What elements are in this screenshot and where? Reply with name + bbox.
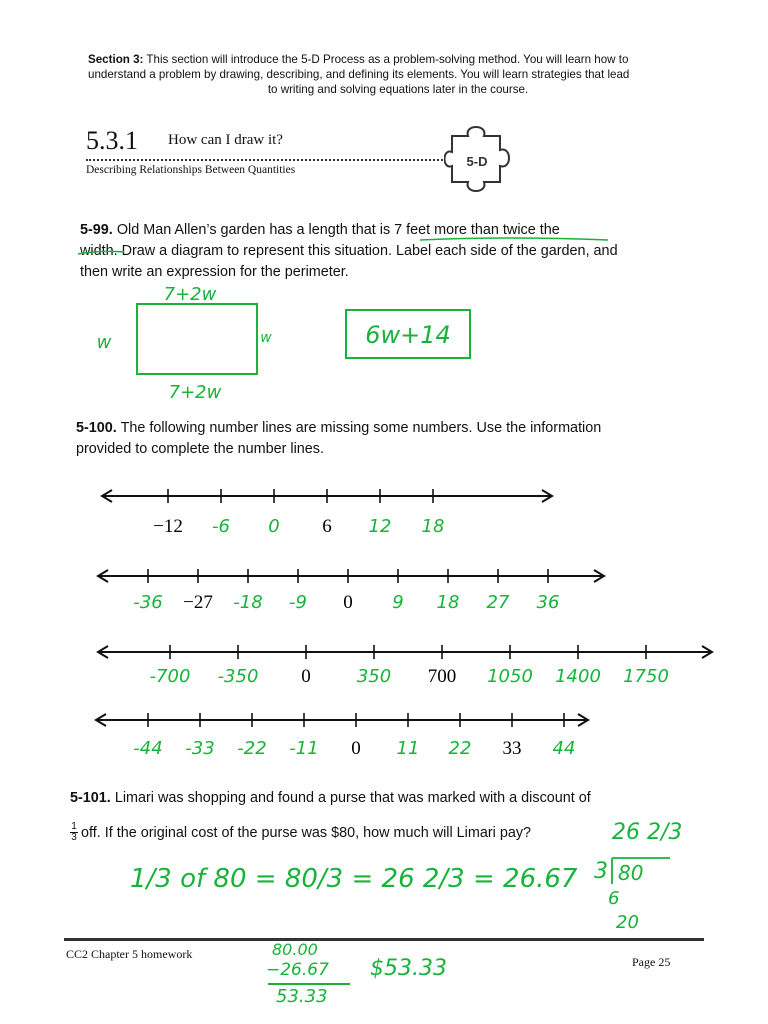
handwritten-tick-label: 1750 <box>623 666 669 687</box>
intro-line-3: to writing and solving equations later in the course. <box>267 83 529 96</box>
svg-text:3: 3 <box>594 859 608 884</box>
handwritten-tick-label: 1400 <box>555 666 601 687</box>
svg-text:80: 80 <box>618 861 644 885</box>
svg-text:20: 20 <box>616 912 639 933</box>
garden-right-label: w <box>260 330 272 346</box>
handwritten-tick-label: -36 <box>133 592 163 613</box>
problem-line-2: provided to complete the number lines. <box>76 441 324 457</box>
handwritten-tick-label: -9 <box>289 592 307 613</box>
subtraction-top: 80.00 <box>272 940 318 959</box>
handwritten-tick-label: -700 <box>149 666 191 687</box>
garden-top-label: 7+2w <box>163 284 217 305</box>
problem-line-2: width. Draw a diagram to represent this situation. Label each side of the garden, and <box>80 243 618 259</box>
handwritten-tick-label: 18 <box>436 592 460 613</box>
final-answer: $53.33 <box>370 956 447 981</box>
problem-line-1: Old Man Allen’s garden has a length that is 7 feet more than twice the <box>116 222 560 238</box>
subtraction-middle: −26.67 <box>266 960 329 980</box>
handwritten-tick-label: 9 <box>392 592 404 613</box>
problem-5-101 <box>70 788 690 809</box>
intro-line-2: understand a problem by drawing, describing, and defining its elements. You will learn strategies that lead <box>88 68 630 81</box>
problem-line-1: The following number lines are missing some numbers. Use the information <box>120 420 602 436</box>
perimeter-answer: 6w+14 <box>365 321 451 349</box>
handwritten-work: 1/3 of 80 = 80/3 = 26 2/3 = 26.67 <box>130 864 578 894</box>
handwritten-tick-label: 350 <box>356 666 392 687</box>
intro-line-1: This section will introduce the 5-D Process as a problem-solving method. You will learn how to <box>146 53 629 66</box>
garden-left-label: w <box>96 332 112 353</box>
handwritten-tick-label: -22 <box>237 738 267 759</box>
garden-bottom-label: 7+2w <box>168 382 222 403</box>
fraction <box>70 822 78 843</box>
handwritten-tick-label: -6 <box>212 516 230 537</box>
long-division <box>590 850 690 940</box>
handwritten-tick-label: 12 <box>368 516 392 537</box>
printed-tick-label: 0 <box>343 592 353 613</box>
problem-line-3: then write an expression for the perimeter. <box>80 264 349 280</box>
subtraction-result: 53.33 <box>276 986 328 1007</box>
printed-tick-label: 0 <box>301 666 311 687</box>
subtraction-line <box>268 983 350 985</box>
handwritten-tick-label: 11 <box>396 738 420 759</box>
handwritten-tick-label: 36 <box>536 592 560 613</box>
printed-tick-label: 6 <box>322 516 332 537</box>
handwritten-tick-label: -11 <box>289 738 319 759</box>
puzzle-badge-label: 5-D <box>466 154 488 169</box>
lesson-number: 5.3.1 <box>86 126 138 155</box>
printed-tick-label: −27 <box>183 592 213 613</box>
printed-tick-label: 0 <box>351 738 361 759</box>
printed-tick-label: 700 <box>427 666 457 687</box>
handwritten-tick-label: 22 <box>448 738 472 759</box>
lesson-title: How can I draw it? <box>168 132 283 148</box>
division-quotient: 26 2/3 <box>612 820 683 845</box>
lesson-subtitle: Describing Relationships Between Quantities <box>86 164 296 176</box>
problem-line-2: off. If the original cost of the purse was $80, how much will Limari pay? <box>81 824 532 841</box>
handwritten-tick-label: -44 <box>133 738 163 759</box>
section-label: Section 3: <box>88 53 144 66</box>
handwritten-tick-label: 44 <box>552 738 576 759</box>
svg-text:6: 6 <box>608 888 620 909</box>
printed-tick-label: −12 <box>153 516 183 537</box>
problem-5-101-line-2 <box>70 822 531 843</box>
footer-chapter: CC2 Chapter 5 homework <box>66 947 193 961</box>
handwritten-tick-label: -18 <box>233 592 263 613</box>
problem-number: 5-99. <box>80 222 113 238</box>
problem-line-1: Limari was shopping and found a purse that was marked with a discount of <box>114 790 591 806</box>
handwritten-tick-label: 1050 <box>487 666 533 687</box>
handwritten-tick-label: 0 <box>268 516 280 537</box>
handwritten-tick-label: 27 <box>486 592 510 613</box>
footer-rule <box>64 938 704 941</box>
fraction-denominator: 3 <box>71 832 77 843</box>
problem-number: 5-101. <box>70 790 111 806</box>
fraction-numerator: 1 <box>71 821 77 832</box>
handwritten-tick-label: -33 <box>185 738 215 759</box>
handwritten-tick-label: 18 <box>421 516 445 537</box>
footer-page-number: Page 25 <box>632 955 671 969</box>
printed-tick-label: 33 <box>502 738 522 759</box>
problem-number: 5-100. <box>76 420 117 436</box>
handwritten-tick-label: -350 <box>217 666 259 687</box>
